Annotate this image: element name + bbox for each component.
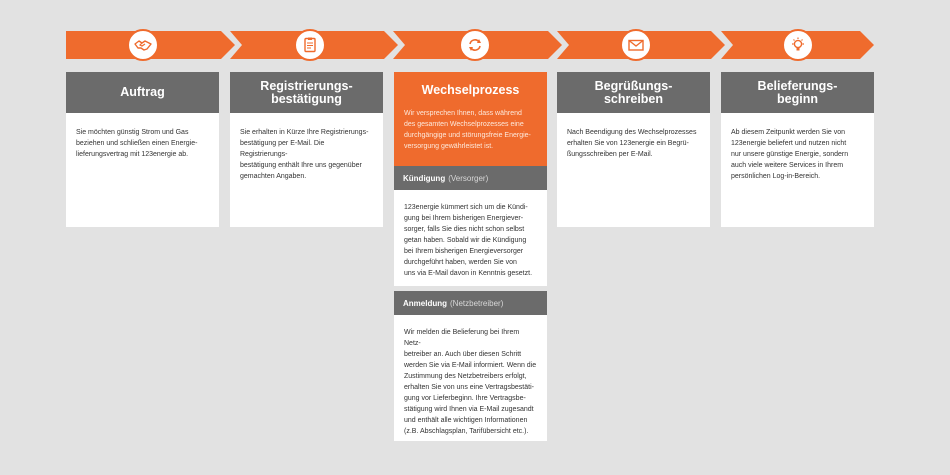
step-belieferungsbeginn [721, 72, 874, 227]
subsection-kuendigung-header [394, 166, 547, 190]
subsection-anmeldung-header [394, 291, 547, 315]
step-title: Begrüßungs- schreiben [557, 72, 710, 113]
step-description: Sie möchten günstig Strom und Gas beziehen und schließen einen Energie- lieferungsvertrag mit 123energie ab. [76, 129, 198, 158]
step-title: Wechselprozess [394, 72, 547, 108]
step-description: Nach Beendigung des Wechselprozesses erhalten Sie von 123energie ein Begrü- ßungsschreiben per E-Mail. [567, 129, 697, 158]
subsection-kuendigung-body [394, 190, 547, 286]
step-description: Ab diesem Zeitpunkt werden Sie von 123energie beliefert und nutzen nicht nur unsere günstige Energie, sondern auch viele weitere Services in Ihrem persönlichen Log-in-Bereich. [731, 129, 849, 180]
step-begruessungsschreiben [557, 72, 710, 227]
subsection-anmeldung-body [394, 315, 547, 441]
step-description-box [230, 113, 383, 227]
refresh-icon [459, 29, 491, 61]
step-title: Auftrag [66, 72, 219, 113]
subsection-text: 123energie kümmert sich um die Kündi- gung bei Ihrem bisherigen Energiever- sorger, falls Sie dies nicht schon selbst getan haben. Sobald wir die Kündigung bei Ihrem bisherigen Energieversorger durchgeführt haben, werden Sie von uns via E-Mail davon in Kenntnis gesetzt. [404, 204, 533, 277]
step-title: Belieferungs- beginn [721, 72, 874, 113]
step-description: Sie erhalten in Kürze Ihre Registrierungs- bestätigung per E-Mail. Die Registrierungs- bestätigung enthält Ihre uns gegenüber gemachten Angaben. [240, 129, 369, 180]
step-intro-box [394, 108, 547, 166]
step-wechselprozess [394, 72, 547, 441]
envelope-icon [620, 29, 652, 61]
subsection-title: Anmeldung [403, 298, 447, 308]
step-title: Registrierungs- bestätigung [230, 72, 383, 113]
step-description-box [557, 113, 710, 227]
subsection-note: (Netzbetreiber) [450, 298, 504, 308]
clipboard-icon [294, 29, 326, 61]
step-registrierungsbestaetigung [230, 72, 383, 227]
step-description-box [66, 113, 219, 227]
subsection-title: Kündigung [403, 173, 446, 183]
lightbulb-icon [782, 29, 814, 61]
step-auftrag [66, 72, 219, 227]
subsection-note: (Versorger) [448, 173, 489, 183]
step-intro: Wir versprechen Ihnen, dass während des gesamten Wechselprozesses eine durchgängige und störungsfreie Energie- versorgung gewährleistet ist. [404, 110, 531, 150]
subsection-text: Wir melden die Belieferung bei Ihrem Netz- betreiber an. Auch über diesen Schritt werden Sie via E-Mail informiert. Wenn die Zustimmung des Netzbetreibers erfolgt, erhalten Sie von uns eine Vertragsbestäti- gung vor Lieferbeginn. Ihre Vertragsbe- stätigung wird Ihnen via E-Mail zugesandt und enthält alle wichtigen Informationen (z.B. Abschlagsplan, Tarifübersicht etc.). [404, 329, 537, 435]
handshake-icon [127, 29, 159, 61]
step-description-box [721, 113, 874, 227]
